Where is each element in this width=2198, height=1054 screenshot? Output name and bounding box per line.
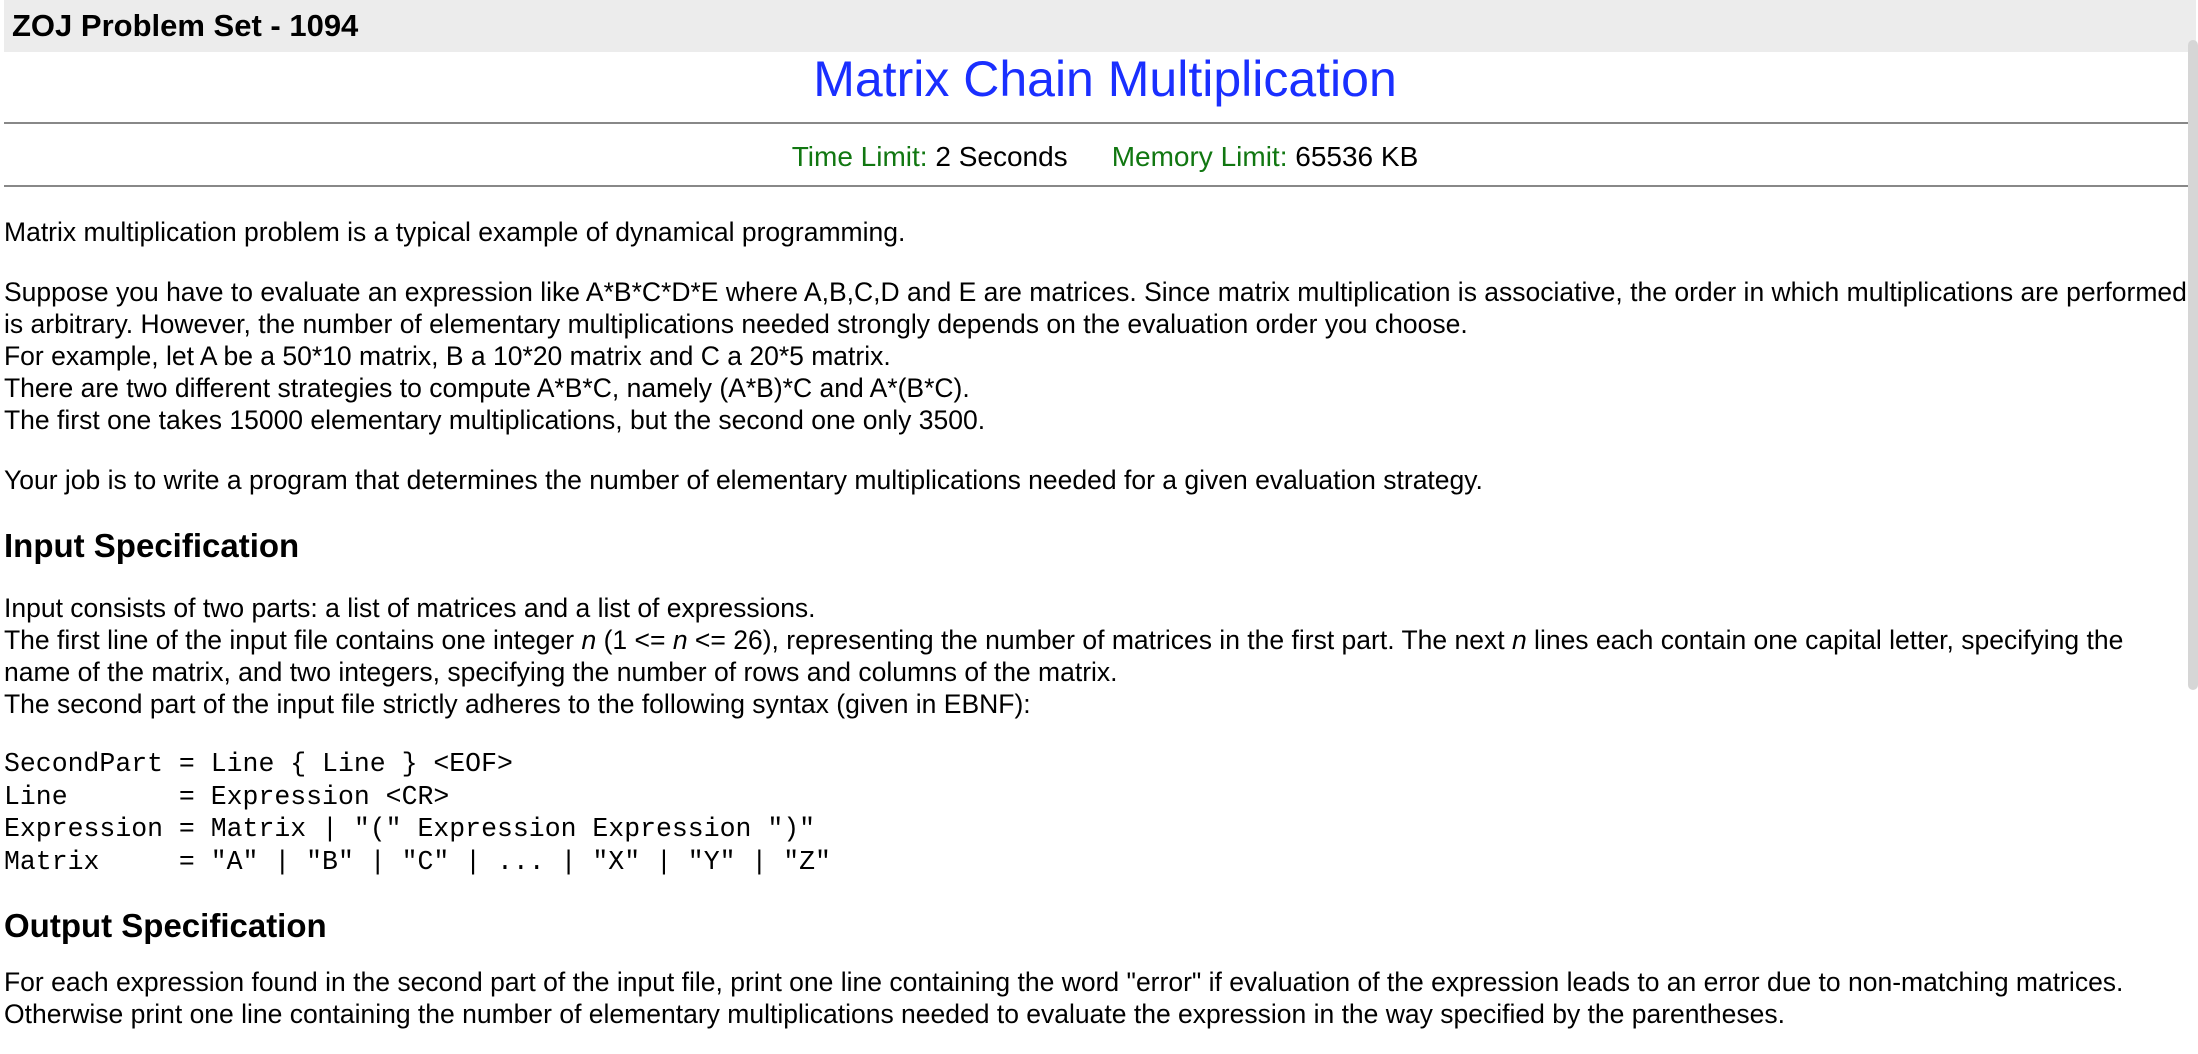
ebnf-grammar: SecondPart = Line { Line } <EOF> Line = Expression <CR> Expression = Matrix | "(" Expression Expression ")" Matrix = "A" | "B" | "C" | ... | "X" | "Y" | "Z" [4,749,831,877]
vertical-scrollbar[interactable] [2188,40,2198,690]
time-limit-value: 2 Seconds [927,141,1068,172]
problem-title: Matrix Chain Multiplication [813,51,1397,107]
variable-n: n [672,625,688,655]
intro-paragraph: Matrix multiplication problem is a typical example of dynamical programming. [4,217,906,247]
problem-set-title: ZOJ Problem Set - 1094 [12,8,359,43]
memory-limit-label: Memory Limit: [1111,141,1288,172]
problem-statement [4,216,2194,1030]
input-spec-line: Input consists of two parts: a list of matrices and a list of expressions. [4,593,816,623]
output-spec-heading: Output Specification [4,907,327,944]
memory-limit-value: 65536 KB [1287,141,1419,172]
output-spec-paragraph: For each expression found in the second part of the input file, print one line containing the word "error" if evaluation of the expression leads to an error due to non-matching matrices. Otherwise print one line containing the number of elementary multiplications needed to evaluate the expression in the way specified by the parentheses. [4,967,2124,1029]
limits-bar [0,140,2198,174]
example-line: The first one takes 15000 elementary multiplications, but the second one only 3500. [4,405,986,435]
example-line: There are two different strategies to compute A*B*C, namely (A*B)*C and A*(B*C). [4,373,970,403]
job-paragraph: Your job is to write a program that determines the number of elementary multiplications needed for a given evaluation strategy. [4,465,1483,495]
variable-n: n [581,625,597,655]
input-spec-line: The first line of the input file contains one integer n (1 <= n <= 26), representing the number of matrices in the first part. The next n lines each contain one capital letter, specifying the name of the matrix, and two integers, specifying the number of rows and columns of the matrix. [4,625,2124,687]
divider-top [4,122,2198,124]
input-spec-heading: Input Specification [4,527,300,564]
example-paragraph [4,276,2194,436]
example-line: Suppose you have to evaluate an expression like A*B*C*D*E where A,B,C,D and E are matrices. Since matrix multiplication is associative, the order in which multiplications are performed is arbitrary. However, the number of elementary multiplications needed strongly depends on the evaluation order you choose. [4,277,2187,339]
input-spec-line: The second part of the input file strictly adheres to the following syntax (given in EBNF): [4,689,1031,719]
divider-bottom [4,185,2198,187]
variable-n: n [1511,625,1527,655]
time-limit-label: Time Limit: [791,141,928,172]
example-line: For example, let A be a 50*10 matrix, B a 10*20 matrix and C a 20*5 matrix. [4,341,891,371]
